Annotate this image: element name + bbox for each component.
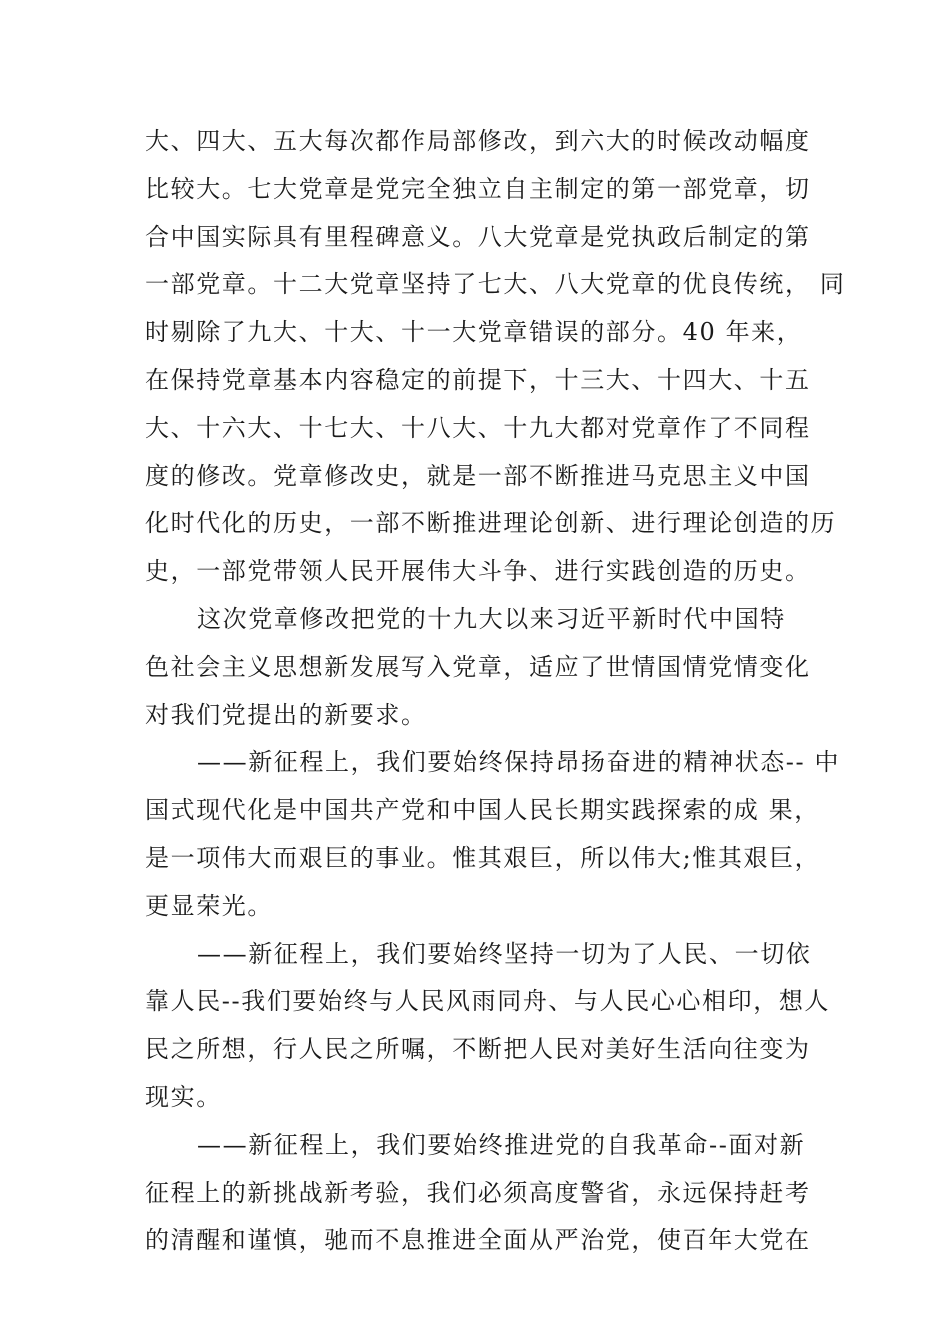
text-line: 国式现代化是中国共产党和中国人民长期实践探索的成 果， bbox=[145, 796, 820, 825]
text-line: 靠人民--我们要始终与人民风雨同舟、与人民心心相印，想人 bbox=[145, 987, 831, 1016]
text-line: 在保持党章基本内容稳定的前提下，十三大、十四大、十五 bbox=[145, 365, 811, 394]
text-line: 对我们党提出的新要求。 bbox=[145, 700, 427, 729]
text-line: 比较大。七大党章是党完全独立自主制定的第一部党章，切 bbox=[145, 174, 811, 203]
text-line: 更显荣光。 bbox=[145, 891, 273, 920]
text-line: 民之所想，行人民之所嘱，不断把人民对美好生活向往变为 bbox=[145, 1035, 811, 1064]
text-line: 合中国实际具有里程碑意义。八大党章是党执政后制定的第 bbox=[145, 222, 811, 251]
text-line: 是一项伟大而艰巨的事业。惟其艰巨，所以伟大;惟其艰巨， bbox=[145, 843, 821, 872]
text-line: 征程上的新挑战新考验，我们必须高度警省，永远保持赶考 bbox=[145, 1178, 811, 1207]
text-line: 的清醒和谨慎，驰而不息推进全面从严治党，使百年大党在 bbox=[145, 1226, 811, 1255]
text-line: 大、十六大、十七大、十八大、十九大都对党章作了不同程 bbox=[145, 413, 811, 442]
document-body bbox=[145, 118, 846, 1265]
text-line: 大、四大、五大每次都作局部修改，到六大的时候改动幅度 bbox=[145, 127, 811, 155]
text-line: 时剔除了九大、十大、十一大党章错误的部分。40 年来， bbox=[145, 318, 803, 347]
text-line: 一部党章。十二大党章坚持了七大、八大党章的优良传统， 同 bbox=[145, 270, 846, 299]
text-line: ——新征程上，我们要始终保持昂扬奋进的精神状态-- 中 bbox=[197, 748, 841, 777]
text-line: 度的修改。党章修改史，就是一部不断推进马克思主义中国 bbox=[145, 461, 811, 490]
text-line: 化时代化的历史，一部不断推进理论创新、进行理论创造的历 bbox=[145, 509, 837, 538]
text-line: ——新征程上，我们要始终推进党的自我革命--面对新 bbox=[197, 1130, 806, 1159]
text-line: ——新征程上，我们要始终坚持一切为了人民、一切依 bbox=[197, 939, 812, 968]
text-line: 这次党章修改把党的十九大以来习近平新时代中国特 bbox=[197, 604, 786, 633]
text-line: 现实。 bbox=[145, 1082, 222, 1111]
text-line: 史，一部党带领人民开展伟大斗争、进行实践创造的历史。 bbox=[145, 557, 811, 586]
text-line: 色社会主义思想新发展写入党章，适应了世情国情党情变化 bbox=[145, 652, 811, 681]
